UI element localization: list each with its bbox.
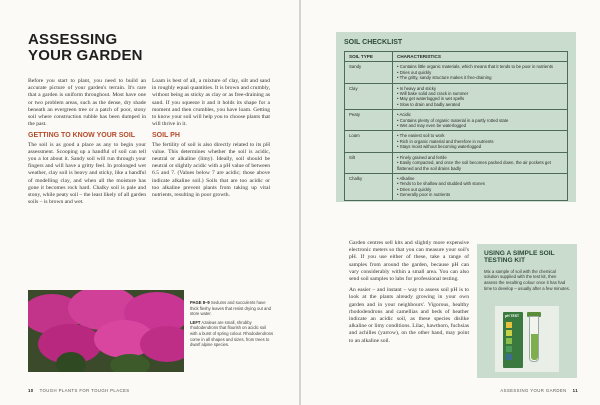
list-item: • Stays moist without becoming waterlogged (397, 144, 563, 149)
test-tube-solution (531, 334, 538, 360)
list-item: • Tends to be shallow and studded with stones (397, 181, 563, 186)
table-row (345, 152, 568, 173)
list-item: • Acidic (397, 112, 563, 117)
text-column-2 (152, 78, 270, 203)
characteristics-cell (393, 62, 568, 83)
test-tube (529, 316, 539, 362)
caption-page-label: PAGE 8–9 (190, 300, 210, 305)
table-row (345, 131, 568, 152)
footer-title-left: TOUGH PLANTS FOR TOUGH PLACES (39, 388, 130, 393)
kit-title: USING A SIMPLE SOIL TESTING KIT (484, 250, 555, 265)
footer-right (500, 388, 578, 393)
list-item: • May get waterlogged in wet spells (397, 96, 563, 101)
list-item: • Slow to drain and badly aerated (397, 102, 563, 107)
list-item: • Alkaline (397, 176, 563, 181)
caption-page-text: Sedums and succulents have thick fleshy leaves that resist drying out and store water. (190, 300, 271, 317)
soil-type-cell: Sandy (345, 62, 393, 83)
ph-test-card (503, 312, 523, 368)
list-item: • Is heavy and sticky (397, 86, 563, 91)
ph-test-kit-image (495, 306, 559, 372)
heading-line-1: ASSESSING (28, 31, 118, 48)
table-row (345, 83, 568, 110)
plants-paragraph: An easier – and instant – way to assess soil pH is to look at the plants already growing in your own garden and in your neighbours'. Vigorous, healthy rhododendrons and camellias and beds of heather indicate an acidic soil, as these species dislike alkaline or limy conditions. Lilac, hawthorn, fuchsias and achilles (yarrow), on the other hand, may point to an alkaline soil. (349, 287, 469, 344)
list-item: • Dries out quickly (397, 70, 563, 75)
ph-swatch (506, 354, 512, 360)
table-header-row (345, 52, 568, 62)
soil-type-cell: Loam (345, 131, 393, 152)
azalea-photo (28, 290, 184, 372)
kits-paragraph: Garden centres sell kits and slightly more expensive electronic meters so that you can measure your soil's pH. If you use either of these, take a range of samples from around the garden, because pH can vary considerably within a small area. You can also send soil samples to labs for professional testing. (349, 240, 469, 283)
heading-line-2: YOUR GARDEN (28, 47, 143, 64)
soil-checklist-panel (336, 32, 576, 202)
page-number-right: 11 (572, 388, 578, 393)
left-page (0, 0, 299, 405)
header-characteristics: CHARACTERISTICS (393, 52, 568, 62)
characteristics-list (397, 86, 563, 108)
characteristics-list (397, 133, 563, 149)
characteristics-list (397, 155, 563, 171)
ph-swatch (506, 330, 512, 336)
soil-type-cell: Clay (345, 83, 393, 110)
list-item: • The easiest soil to work (397, 133, 563, 138)
page-number-left: 10 (28, 388, 34, 393)
caption-left-label: LEFT (190, 319, 201, 325)
list-item: • The gritty, sandy structure makes it free-draining (397, 75, 563, 80)
list-item: • Rich in organic material and therefore in nutrients (397, 139, 563, 144)
list-item: • Contains plenty of organic material in a partly rotted state (397, 118, 563, 123)
page-heading (28, 32, 143, 64)
photo-caption (190, 300, 274, 351)
right-page (301, 0, 600, 405)
characteristics-cell (393, 110, 568, 131)
soil-type-cell: Chalky (345, 173, 393, 200)
list-item: • Wet and may even be waterlogged (397, 123, 563, 128)
characteristics-list (397, 176, 563, 198)
list-item: • Easily compacted, and once the soil becomes packed down, the air pockets get flattened and the soil drains badly (397, 160, 563, 171)
characteristics-cell (393, 83, 568, 110)
soil-paragraph: The soil is as good a place as any to begin your assessment. Scooping up a handful of soil can tell you a lot about it. Sandy soil will run through your fingers and will have a gritty feel. In prolonged wet weather, clay soil is heavy and sticky, like a handful of modelling clay, and when all the moisture has gone it becomes rock hard. Chalky soil is pale and stony, while peaty soil – the least likely of all garden soils – is brown and wet. (28, 141, 146, 206)
ph-paragraph: The fertility of soil is also directly related to its pH value. This determines whether the soil is acidic, neutral or alkaline (limy). Ideally, soil should be neutral or slightly acidic with a pH value of between 6.5 and 7. (Values below 7 are acidic; those above indicate alkaline soil.) Soils that are too acidic or too alkaline prevent plants from taking up vital nutrients, resulting in poor growth. (152, 141, 270, 199)
list-item: • Will bake solid and crack in summer (397, 91, 563, 96)
characteristics-list (397, 112, 563, 128)
header-soil-type: SOIL TYPE (345, 52, 393, 62)
caption-left-text: Azaleas are small, shrubby rhododendrons that flourish on acidic soil with a burst of spring colour. Rhododendrons come in all shapes and sizes, from trees to dwarf alpine species. (190, 319, 274, 348)
table-row (345, 62, 568, 83)
footer-title-right: ASSESSING YOUR GARDEN (500, 388, 567, 393)
kit-body: Mix a sample of soil with the chemical solution supplied with the test kit, then assess the resulting colour once it has had time to develop – usually after a few minutes. (484, 268, 570, 291)
soil-type-cell: Silt (345, 152, 393, 173)
subhead-ph: SOIL PH (152, 132, 180, 140)
table-row (345, 173, 568, 200)
list-item: • Generally poor in nutrients (397, 192, 563, 197)
list-item: • Contains little organic materials, which means that it tends to be poor in nutrients (397, 64, 563, 69)
ph-swatch (506, 346, 512, 352)
testing-kit-panel (477, 244, 577, 378)
ph-test-label: pH TEST (505, 314, 520, 318)
ph-swatch (506, 322, 512, 328)
text-column-3 (349, 240, 469, 349)
subhead-soil: GETTING TO KNOW YOUR SOIL (28, 132, 136, 140)
intro-paragraph: Before you start to plant, you need to build an accurate picture of your garden's terrain. It's rare that a garden is uniform throughout. Most have one or two problem areas, such as the dense, dry shade beneath an evergreen tree or a patch of poor, stony soil where construction rubble has been dumped in the past. (28, 78, 146, 128)
list-item: • Dries out quickly (397, 187, 563, 192)
text-column-1 (28, 78, 146, 210)
soil-table (344, 51, 568, 201)
checklist-title: SOIL CHECKLIST (344, 39, 403, 46)
characteristics-cell (393, 152, 568, 173)
characteristics-cell (393, 173, 568, 200)
soil-table-body (345, 62, 568, 200)
footer-left (28, 388, 130, 393)
characteristics-list (397, 64, 563, 80)
list-item: • Finely grained and fertile (397, 155, 563, 160)
loam-paragraph: Loam is best of all, a mixture of clay, silt and sand in roughly equal quantities. It is brown and crumbly, without being as sticky as clay or as free-draining as sand. If you squeeze it and it holds its shape for a moment and then crumbles, you have loam. Getting to know your soil will help you to choose plants that will thrive in it. (152, 78, 270, 128)
characteristics-cell (393, 131, 568, 152)
table-row (345, 110, 568, 131)
soil-type-cell: Peaty (345, 110, 393, 131)
ph-swatch (506, 338, 512, 344)
